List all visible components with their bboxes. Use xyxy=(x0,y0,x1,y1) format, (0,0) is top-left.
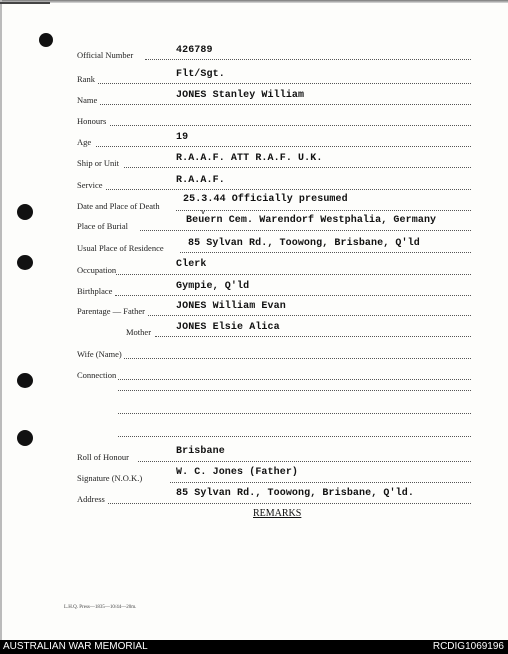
official-number-label: Official Number xyxy=(77,50,134,60)
row-roll-of-honour xyxy=(0,444,508,464)
wife-label: Wife (Name) xyxy=(77,349,122,359)
row-birthplace xyxy=(0,278,508,298)
printer-note: L.H.Q. Press—1835—10/44—20m. xyxy=(64,605,137,610)
birthplace-value: Gympie, Q'ld xyxy=(176,281,250,292)
address-value: 85 Sylvan Rd., Toowong, Brisbane, Q'ld. xyxy=(176,488,414,499)
occupation-value: Clerk xyxy=(176,259,207,270)
ship-or-unit-value: R.A.A.F. ATT R.A.F. U.K. xyxy=(176,153,323,164)
row-address xyxy=(0,486,508,506)
place-of-burial-line xyxy=(140,230,471,231)
address-line xyxy=(108,503,471,504)
honours-label: Honours xyxy=(77,116,107,126)
father-value: JONES William Evan xyxy=(176,301,286,312)
name-label: Name xyxy=(77,95,98,105)
row-name xyxy=(0,87,508,107)
date-place-death-line xyxy=(176,210,471,211)
row-father xyxy=(0,298,508,318)
place-of-burial-label: Place of Burial xyxy=(77,221,128,231)
roll-of-honour-label: Roll of Honour xyxy=(77,452,129,462)
connection-line-2 xyxy=(118,390,471,391)
row-ship-or-unit xyxy=(0,150,508,170)
ship-or-unit-label: Ship or Unit xyxy=(77,158,120,168)
rank-label: Rank xyxy=(77,74,95,84)
father-label: Parentage — Father xyxy=(77,306,145,316)
mother-line xyxy=(155,336,471,337)
address-label: Address xyxy=(77,494,105,504)
date-place-death-value: 25.3.44 Officially presumed xyxy=(183,194,348,205)
official-number-line xyxy=(145,59,471,60)
signature-value: W. C. Jones (Father) xyxy=(176,467,299,478)
connection-line-4 xyxy=(118,436,471,437)
honours-line xyxy=(110,125,471,126)
archive-footer xyxy=(0,640,508,654)
signature-label: Signature (N.O.K.) xyxy=(77,473,143,483)
ship-or-unit-line xyxy=(124,167,471,168)
roll-of-honour-value: Brisbane xyxy=(176,446,225,457)
roll-of-honour-line xyxy=(138,461,471,462)
row-connection xyxy=(0,362,508,382)
service-value: R.A.A.F. xyxy=(176,175,225,186)
signature-line xyxy=(170,482,471,483)
row-age xyxy=(0,129,508,149)
usual-residence-line xyxy=(180,252,471,253)
handwritten-correction-mark: v xyxy=(201,209,206,217)
footer-record-id: RCDIG1069196 xyxy=(432,641,504,652)
remarks-heading: REMARKS xyxy=(253,508,302,519)
name-value: JONES Stanley William xyxy=(176,90,305,101)
row-honours xyxy=(0,108,508,128)
service-label: Service xyxy=(77,180,103,190)
birthplace-label: Birthplace xyxy=(77,286,113,296)
usual-residence-label: Usual Place of Residence xyxy=(77,243,164,253)
row-service xyxy=(0,172,508,192)
mother-value: JONES Elsie Alica xyxy=(176,322,280,333)
connection-line-1 xyxy=(118,379,471,380)
connection-line-3 xyxy=(118,413,471,414)
connection-label: Connection xyxy=(77,370,117,380)
row-signature xyxy=(0,465,508,485)
age-label: Age xyxy=(77,137,92,147)
row-date-place-death xyxy=(0,193,508,213)
row-official-number xyxy=(0,42,508,62)
scan-mark xyxy=(0,2,50,4)
row-place-of-burial xyxy=(0,213,508,233)
row-rank xyxy=(0,66,508,86)
age-value: 19 xyxy=(176,132,189,143)
name-line xyxy=(100,104,471,105)
occupation-line xyxy=(116,274,471,275)
rank-value: Flt/Sgt. xyxy=(176,69,225,80)
row-wife xyxy=(0,341,508,361)
birthplace-line xyxy=(115,295,471,296)
row-usual-residence xyxy=(0,235,508,255)
age-line xyxy=(96,146,471,147)
occupation-label: Occupation xyxy=(77,265,117,275)
place-of-burial-value: Beuern Cem. Warendorf Westphalia, Germany xyxy=(186,215,437,226)
official-number-value: 426789 xyxy=(176,45,213,56)
row-occupation xyxy=(0,257,508,277)
row-mother xyxy=(0,319,508,339)
scan-top-edge xyxy=(0,0,508,3)
usual-residence-value: 85 Sylvan Rd., Toowong, Brisbane, Q'ld xyxy=(188,238,420,249)
date-place-death-label: Date and Place of Death xyxy=(77,201,160,211)
rank-line xyxy=(98,83,471,84)
footer-institution: AUSTRALIAN WAR MEMORIAL xyxy=(3,641,148,652)
wife-line xyxy=(124,358,471,359)
mother-label: Mother xyxy=(126,327,152,337)
father-line xyxy=(148,315,471,316)
service-line xyxy=(106,189,471,190)
